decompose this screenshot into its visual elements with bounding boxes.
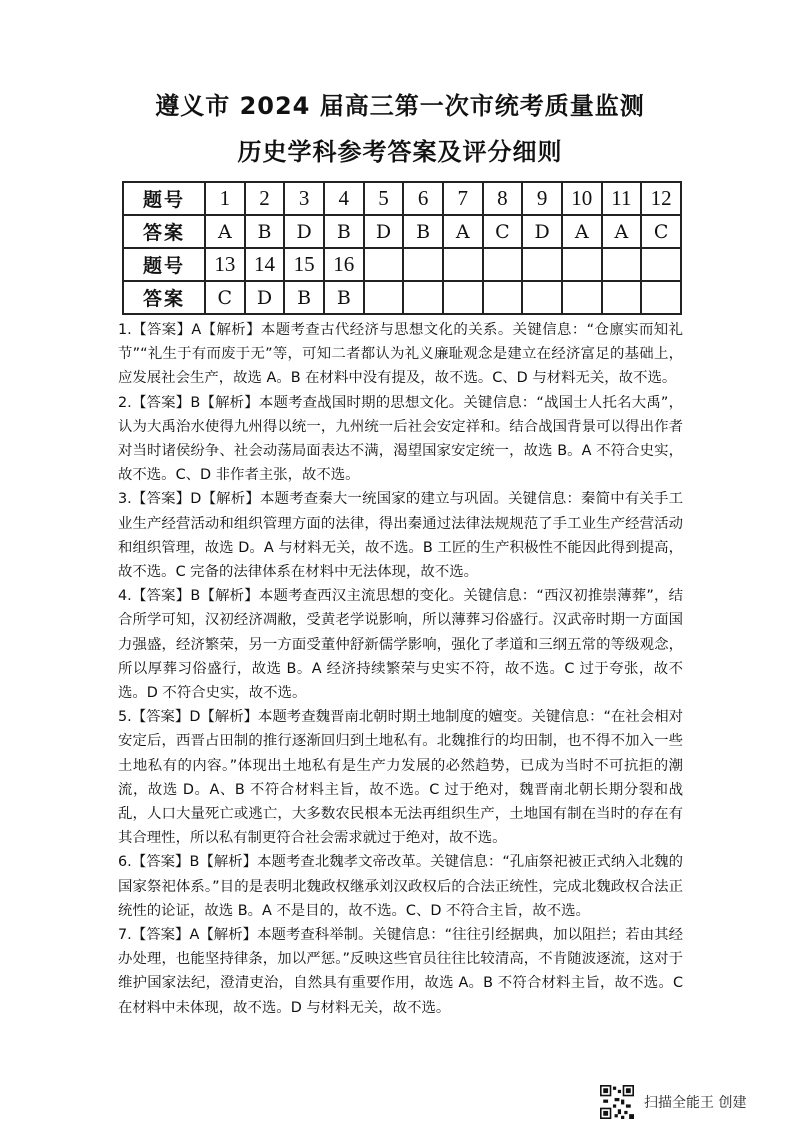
question-number: 11 [602,182,642,215]
answer-cell: D [522,215,562,248]
empty-cell [364,281,404,314]
question-number: 15 [284,248,324,281]
page-subtitle: 历史学科参考答案及评分细则 [237,138,563,166]
empty-cell [562,281,602,314]
question-number: 7 [443,182,483,215]
question-number: 16 [324,248,364,281]
question-number: 14 [245,248,285,281]
watermark-text: 扫描全能王 创建 [644,1095,747,1111]
answer-cell: D [364,215,404,248]
answer-cell: B [324,281,364,314]
explanation-1: 1.【答案】A【解析】本题考查古代经济与思想文化的关系。关键信息：“仓廪实而知礼节”“礼生于有而废于无”等，可知二者都认为礼义廉耻观念是建立在经济富足的基础上，应发展社会生产，故选 A。B 在材料中没有提及，故不选。C、D 与材料无关，故不选。 [118,322,683,387]
question-number: 9 [522,182,562,215]
empty-cell [443,248,483,281]
answer-cell: A [443,215,483,248]
row-label-answer: 答案 [123,281,205,314]
empty-cell [364,248,404,281]
answer-cell: A [205,215,245,248]
answer-cell: A [602,215,642,248]
qr-code-icon [600,1085,634,1119]
empty-cell [443,281,483,314]
explanation-6: 6.【答案】B【解析】本题考查北魏孝文帝改革。关键信息：“孔庙祭祀被正式纳入北魏的国家祭祀体系。”目的是表明北魏政权继承刘汉政权后的合法正统性，完成北魏政权合法正统性的论证，故选 B。A 不是目的，故不选。C、D 不符合主旨，故不选。 [118,854,683,919]
table-row [123,182,681,215]
empty-cell [602,281,642,314]
explanation-2: 2.【答案】B【解析】本题考查战国时期的思想文化。关键信息：“战国士人托名大禹”，认为大禹治水使得九州得以统一，九州统一后社会安定祥和。结合战国背景可以得出作者对当时诸侯纷争、社会动荡局面表达不满，渴望国家安定统一，故选 B。A 不符合史实，故不选。C、D 非作者主张，故不选。 [118,394,683,484]
answer-cell: B [245,215,285,248]
empty-cell [522,281,562,314]
scanner-watermark [600,1085,746,1119]
empty-cell [641,248,681,281]
explanations [118,318,683,1020]
empty-cell [483,281,523,314]
row-label-number: 题号 [123,182,205,215]
answer-cell: B [284,281,324,314]
question-number: 13 [205,248,245,281]
empty-cell [403,248,443,281]
table-row [123,215,681,248]
question-number: 1 [205,182,245,215]
answer-cell: C [641,215,681,248]
empty-cell [483,248,523,281]
explanation-5: 5.【答案】D【解析】本题考查魏晋南北朝时期土地制度的嬗变。关键信息：“在社会相对安定后，西晋占田制的推行逐渐回归到土地私有。北魏推行的均田制，也不得不加入一些土地私有的内容。”体现出土地私有是生产力发展的必然趋势，已成为当时不可抗拒的潮流，故选 D。A、B 不符合材料主旨，故不选。C 过于绝对，魏晋南北朝长期分裂和战乱，人口大量死亡或逃亡，大多数农民根本无法再组织生产，土地国有制在当时的存在有其合理性，所以私有制更符合社会需求就过于绝对，故不选。 [118,709,683,847]
answer-cell: D [245,281,285,314]
question-number: 10 [562,182,602,215]
answer-cell: B [324,215,364,248]
answer-cell: D [284,215,324,248]
empty-cell [403,281,443,314]
explanation-4: 4.【答案】B【解析】本题考查西汉主流思想的变化。关键信息：“西汉初推崇薄葬”，结合所学可知，汉初经济凋敝，受黄老学说影响，所以薄葬习俗盛行。汉武帝时期一方面国力强盛，经济繁荣，另一方面受董仲舒新儒学影响，强化了孝道和三纲五常的等级观念，所以厚葬习俗盛行，故选 B。A 经济持续繁荣与史实不符，故不选。C 过于夸张，故不选。D 不符合史实，故不选。 [118,588,683,702]
answer-cell: C [205,281,245,314]
question-number: 4 [324,182,364,215]
empty-cell [641,281,681,314]
answer-table [122,181,682,315]
empty-cell [562,248,602,281]
question-number: 6 [403,182,443,215]
question-number: 5 [364,182,404,215]
answer-cell: C [483,215,523,248]
explanation-7: 7.【答案】A【解析】本题考查科举制。关键信息：“往往引经据典，加以阻拦；若由其经办处理，也能坚持律条，加以严惩。”反映这些官员往往比较清高，不肯随波逐流，这对于维护国家法纪，澄清吏治，自然具有重要作用，故选 A。B 不符合材料主旨，故不选。C 在材料中未体现，故不选。D 与材料无关，故不选。 [118,927,683,1016]
empty-cell [602,248,642,281]
page-title: 遵义市 2024 届高三第一次市统考质量监测 [155,92,645,120]
question-number: 8 [483,182,523,215]
row-label-number: 题号 [123,248,205,281]
answer-cell: A [562,215,602,248]
empty-cell [522,248,562,281]
table-row [123,281,681,314]
answer-cell: B [403,215,443,248]
question-number: 3 [284,182,324,215]
question-number: 2 [245,182,285,215]
explanation-3: 3.【答案】D【解析】本题考查秦大一统国家的建立与巩固。关键信息：秦简中有关手工业生产经营活动和组织管理方面的法律，得出秦通过法律法规规范了手工业生产经营活动和组织管理，故选 D。A 与材料无关，故不选。B 工匠的生产积极性不能因此得到提高，故不选。C 完备的法律体系在材料中无法体现，故不选。 [118,491,683,581]
table-row [123,248,681,281]
row-label-answer: 答案 [123,215,205,248]
question-number: 12 [641,182,681,215]
